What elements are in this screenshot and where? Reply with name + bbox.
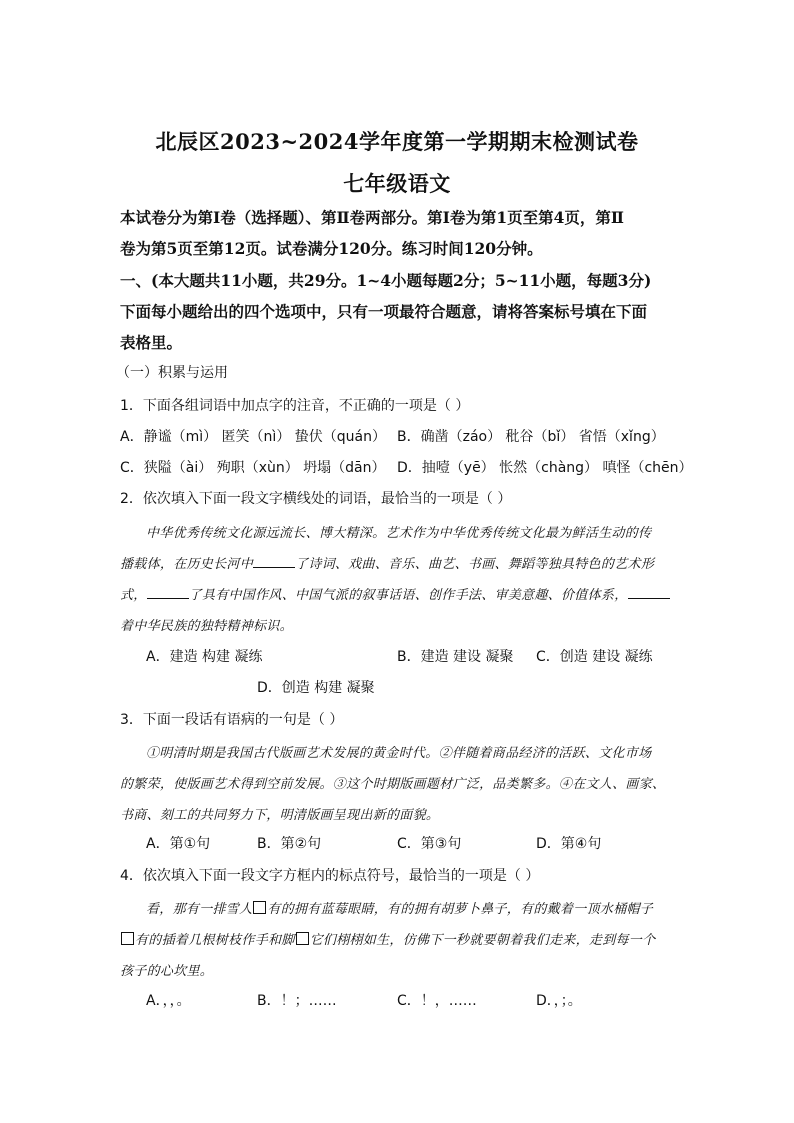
q3-passage-line-2: 的繁荣，使版画艺术得到空前发展。③这个时期版画题材广泛，品类繁多。④在文人、画家、 [120, 777, 666, 792]
exam-title: 北辰区2023~2024学年度第一学期期末检测试卷 [155, 129, 639, 154]
intro-line-1: 本试卷分为第Ⅰ卷（选择题）、第Ⅱ卷两部分。第Ⅰ卷为第1页至第4页，第Ⅱ [120, 208, 624, 227]
q2-passage-line-1: 中华优秀传统文化源远流长、博大精深。艺术作为中华优秀传统文化最为鲜活生动的传 [146, 526, 652, 541]
q4-stem: 4．依次填入下面一段文字方框内的标点符号，最恰当的一项是（ ） [120, 868, 540, 884]
q2-blank-2 [147, 586, 189, 599]
q1-stem: 1．下面各组词语中加点字的注音，不正确的一项是（ ） [120, 398, 470, 414]
q4-option-d: D．，；。 [536, 993, 582, 1009]
q1-option-c: C．狭隘（ài） 殉职（xùn） 坍塌（dān） [120, 460, 386, 476]
q1-option-a: A．静谧（mì） 匿笑（nì） 蛰伏（quán） [120, 429, 386, 445]
q3-option-b: B．第②句 [257, 836, 322, 852]
q3-passage-line-3: 书商、刻工的共同努力下，明清版画呈现出新的面貌。 [120, 808, 440, 823]
q2-option-a: A．建造 构建 凝练 [146, 649, 263, 665]
exam-subtitle: 七年级语文 [343, 171, 451, 196]
q3-passage-line-1: ①明清时期是我国古代版画艺术发展的黄金时代。②伴随着商品经济的活跃、文化市场 [146, 746, 652, 761]
q2-option-d: D．创造 构建 凝聚 [257, 680, 375, 696]
q4-option-c: C．！，…… [397, 993, 477, 1009]
section-1-instruction: 下面每小题给出的四个选项中，只有一项最符合题意，请将答案标号填在下面 [120, 302, 648, 321]
q3-option-a: A．第①句 [146, 836, 211, 852]
q4-option-a: A．，，。 [146, 993, 191, 1009]
intro-line-2: 卷为第5页至第12页。试卷满分120分。练习时间120分钟。 [120, 239, 543, 258]
q2-blank-1 [253, 555, 295, 568]
q2-passage-line-4: 着中华民族的独特精神标识。 [120, 619, 293, 634]
q4-passage-line-3: 孩子的心坎里。 [120, 964, 214, 979]
q2-passage-line-3: 式， 了具有中国作风、中国气派的叙事话语、创作手法、审美意趣、价值体系， [120, 584, 670, 603]
q3-option-c: C．第③句 [397, 836, 462, 852]
q2-option-b: B．建造 建设 凝聚 [397, 649, 514, 665]
section-1-instruction-end: 表格里。 [120, 333, 183, 352]
q2-blank-3 [628, 586, 670, 599]
q4-option-b: B．！；…… [257, 993, 337, 1009]
q1-option-b: B．确凿（záo） 秕谷（bǐ） 省悟（xǐng） [397, 429, 665, 445]
q3-stem: 3．下面一段话有语病的一句是（ ） [120, 712, 344, 728]
section-1-heading: 一、(本大题共11小题，共29分。1~4小题每题2分；5~11小题，每题3分) [120, 271, 652, 290]
q4-passage-line-2: 有的插着几根树枝作手和脚 它们栩栩如生，仿佛下一秒就要朝着我们走来，走到每一个 [120, 929, 655, 948]
q2-option-c: C．创造 建设 凝练 [536, 649, 653, 665]
q2-stem: 2．依次填入下面一段文字横线处的词语，最恰当的一项是（ ） [120, 491, 512, 507]
q3-option-d: D．第④句 [536, 836, 602, 852]
q1-option-d: D．抽噎（yē） 怅然（chàng） 嗔怪（chēn） [397, 460, 693, 476]
q4-box-2 [121, 932, 134, 945]
q2-passage-line-2: 播载体，在历史长河中 了诗词、戏曲、音乐、曲艺、书画、舞蹈等独具特色的艺术形 [120, 557, 655, 572]
q4-box-1 [253, 901, 266, 914]
subsection-heading: （一）积累与运用 [116, 365, 228, 381]
q4-box-3 [296, 932, 309, 945]
q4-passage-line-1: 看，那有一排雪人 有的拥有蓝莓眼睛，有的拥有胡萝卜鼻子，有的戴着一顶水桶帽子 [146, 902, 654, 917]
